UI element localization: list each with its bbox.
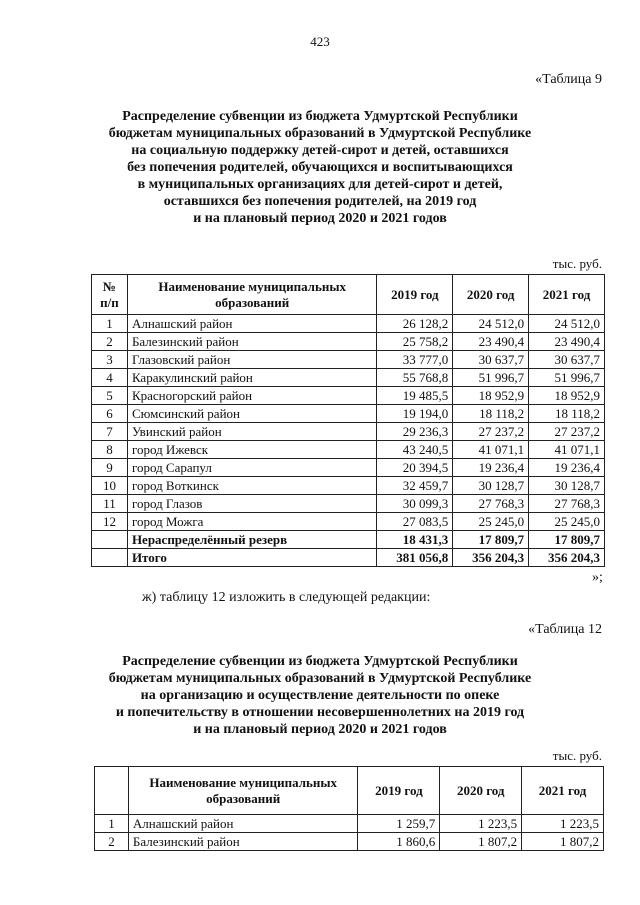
- row-number: 8: [92, 441, 128, 459]
- title-line: и попечительству в отношении несовершеннолетних на 2019 год: [115, 705, 525, 720]
- value-2019: 33 777,0: [377, 351, 453, 369]
- instruction-text: ж) таблицу 12 изложить в следующей редакции:: [142, 590, 431, 605]
- municipality-name: город Ижевск: [127, 441, 376, 459]
- value-2019: 27 083,5: [377, 513, 453, 531]
- title-line: в муниципальных организациях для детей-сирот и детей,: [137, 177, 503, 192]
- municipality-name: город Сарапул: [127, 459, 376, 477]
- table-row: [92, 405, 605, 423]
- value-2020: 27 768,3: [453, 495, 529, 513]
- table9-total-row: [92, 549, 605, 567]
- row-number: 11: [92, 495, 128, 513]
- table-row: [92, 477, 605, 495]
- table9-reserve-row: [92, 531, 605, 549]
- value-2019: 30 099,3: [377, 495, 453, 513]
- table-row: [92, 351, 605, 369]
- municipality-name: Балезинский район: [128, 833, 358, 851]
- value-2021: 1 807,2: [522, 833, 604, 851]
- value-2020: 27 237,2: [453, 423, 529, 441]
- total-2019: 381 056,8: [377, 549, 453, 567]
- table12-ref: «Таблица 12: [528, 622, 602, 637]
- value-2021: 23 490,4: [529, 333, 605, 351]
- table-row: [92, 387, 605, 405]
- total-2020: 356 204,3: [453, 549, 529, 567]
- value-2019: 32 459,7: [377, 477, 453, 495]
- reserve-2021: 17 809,7: [529, 531, 605, 549]
- table9-title: [60, 108, 580, 227]
- row-number: 1: [95, 815, 129, 833]
- table-row: [92, 441, 605, 459]
- title-line: без попечения родителей, обучающихся и воспитывающихся: [127, 160, 513, 175]
- municipality-name: город Можга: [127, 513, 376, 531]
- value-2020: 18 118,2: [453, 405, 529, 423]
- value-2021: 18 952,9: [529, 387, 605, 405]
- title-line: Распределение субвенции из бюджета Удмуртской Республики: [122, 654, 518, 669]
- row-number: 9: [92, 459, 128, 477]
- value-2020: 30 128,7: [453, 477, 529, 495]
- title-line: бюджетам муниципальных образований в Удмуртской Республике: [108, 671, 532, 686]
- municipality-name: город Воткинск: [127, 477, 376, 495]
- value-2019: 20 394,5: [377, 459, 453, 477]
- value-2019: 1 259,7: [358, 815, 440, 833]
- municipality-name: Балезинский район: [127, 333, 376, 351]
- table12-title: [60, 653, 580, 738]
- value-2019: 25 758,2: [377, 333, 453, 351]
- value-2019: 19 485,5: [377, 387, 453, 405]
- value-2019: 29 236,3: [377, 423, 453, 441]
- total-2021: 356 204,3: [529, 549, 605, 567]
- value-2019: 19 194,0: [377, 405, 453, 423]
- title-line: на организацию и осуществление деятельности по опеке: [140, 688, 500, 703]
- value-2021: 30 637,7: [529, 351, 605, 369]
- municipality-name: Алнашский район: [127, 315, 376, 333]
- reserve-2019: 18 431,3: [377, 531, 453, 549]
- reserve-2020: 17 809,7: [453, 531, 529, 549]
- value-2020: 18 952,9: [453, 387, 529, 405]
- reserve-label: Нераспределённый резерв: [127, 531, 376, 549]
- table9-header-name: Наименование муниципальных образований: [127, 275, 376, 315]
- title-line: и на плановый период 2020 и 2021 годов: [193, 211, 447, 226]
- row-number: 10: [92, 477, 128, 495]
- table12-units: тыс. руб.: [552, 748, 602, 763]
- value-2020: 23 490,4: [453, 333, 529, 351]
- table9-header-num: № п/п: [92, 275, 128, 315]
- value-2021: 24 512,0: [529, 315, 605, 333]
- table9-ref: «Таблица 9: [535, 72, 602, 87]
- value-2021: 30 128,7: [529, 477, 605, 495]
- row-number: 1: [92, 315, 128, 333]
- value-2021: 51 996,7: [529, 369, 605, 387]
- table12-header-2020: 2020 год: [440, 767, 522, 815]
- row-number: 7: [92, 423, 128, 441]
- table9-closing: »;: [592, 570, 603, 585]
- municipality-name: Красногорский район: [127, 387, 376, 405]
- title-line: и на плановый период 2020 и 2021 годов: [193, 722, 447, 737]
- table-row: [92, 315, 605, 333]
- value-2020: 41 071,1: [453, 441, 529, 459]
- municipality-name: Увинский район: [127, 423, 376, 441]
- title-line: бюджетам муниципальных образований в Удмуртской Республике: [108, 126, 532, 141]
- value-2020: 51 996,7: [453, 369, 529, 387]
- row-number: 6: [92, 405, 128, 423]
- value-2019: 26 128,2: [377, 315, 453, 333]
- value-2021: 27 237,2: [529, 423, 605, 441]
- municipality-name: Каракулинский район: [127, 369, 376, 387]
- municipality-name: Глазовский район: [127, 351, 376, 369]
- table12-header-2021: 2021 год: [522, 767, 604, 815]
- municipality-name: город Глазов: [127, 495, 376, 513]
- table9-header-2021: 2021 год: [529, 275, 605, 315]
- table12-header-num: [95, 767, 129, 815]
- row-number: 12: [92, 513, 128, 531]
- table9-header-row: [92, 275, 605, 315]
- value-2021: 1 223,5: [522, 815, 604, 833]
- value-2020: 1 223,5: [440, 815, 522, 833]
- value-2019: 55 768,8: [377, 369, 453, 387]
- page-number: 423: [310, 34, 330, 49]
- table12-header-name: Наименование муниципальных образований: [128, 767, 358, 815]
- table-cell: [92, 549, 128, 567]
- municipality-name: Алнашский район: [128, 815, 358, 833]
- value-2020: 1 807,2: [440, 833, 522, 851]
- table-row: [92, 423, 605, 441]
- title-line: оставшихся без попечения родителей, на 2019 год: [163, 194, 477, 209]
- table12-header-2019: 2019 год: [358, 767, 440, 815]
- row-number: 3: [92, 351, 128, 369]
- table12: [94, 766, 604, 851]
- row-number: 2: [95, 833, 129, 851]
- table-row: [92, 333, 605, 351]
- value-2020: 25 245,0: [453, 513, 529, 531]
- table-row: [95, 833, 604, 851]
- table-row: [92, 513, 605, 531]
- table12-header-row: [95, 767, 604, 815]
- value-2019: 1 860,6: [358, 833, 440, 851]
- value-2021: 18 118,2: [529, 405, 605, 423]
- table9-units: тыс. руб.: [552, 256, 602, 271]
- row-number: 4: [92, 369, 128, 387]
- table-row: [92, 459, 605, 477]
- title-line: Распределение субвенции из бюджета Удмуртской Республики: [122, 109, 518, 124]
- value-2021: 19 236,4: [529, 459, 605, 477]
- title-line: на социальную поддержку детей-сирот и детей, оставшихся: [131, 143, 509, 158]
- table-row: [92, 495, 605, 513]
- table9: [91, 274, 605, 567]
- table-row: [92, 369, 605, 387]
- municipality-name: Сюмсинский район: [127, 405, 376, 423]
- value-2021: 25 245,0: [529, 513, 605, 531]
- row-number: 2: [92, 333, 128, 351]
- table-cell: [92, 531, 128, 549]
- value-2020: 19 236,4: [453, 459, 529, 477]
- value-2020: 24 512,0: [453, 315, 529, 333]
- table9-header-2019: 2019 год: [377, 275, 453, 315]
- value-2019: 43 240,5: [377, 441, 453, 459]
- table9-header-2020: 2020 год: [453, 275, 529, 315]
- row-number: 5: [92, 387, 128, 405]
- total-label: Итого: [127, 549, 376, 567]
- value-2020: 30 637,7: [453, 351, 529, 369]
- table-row: [95, 815, 604, 833]
- value-2021: 41 071,1: [529, 441, 605, 459]
- value-2021: 27 768,3: [529, 495, 605, 513]
